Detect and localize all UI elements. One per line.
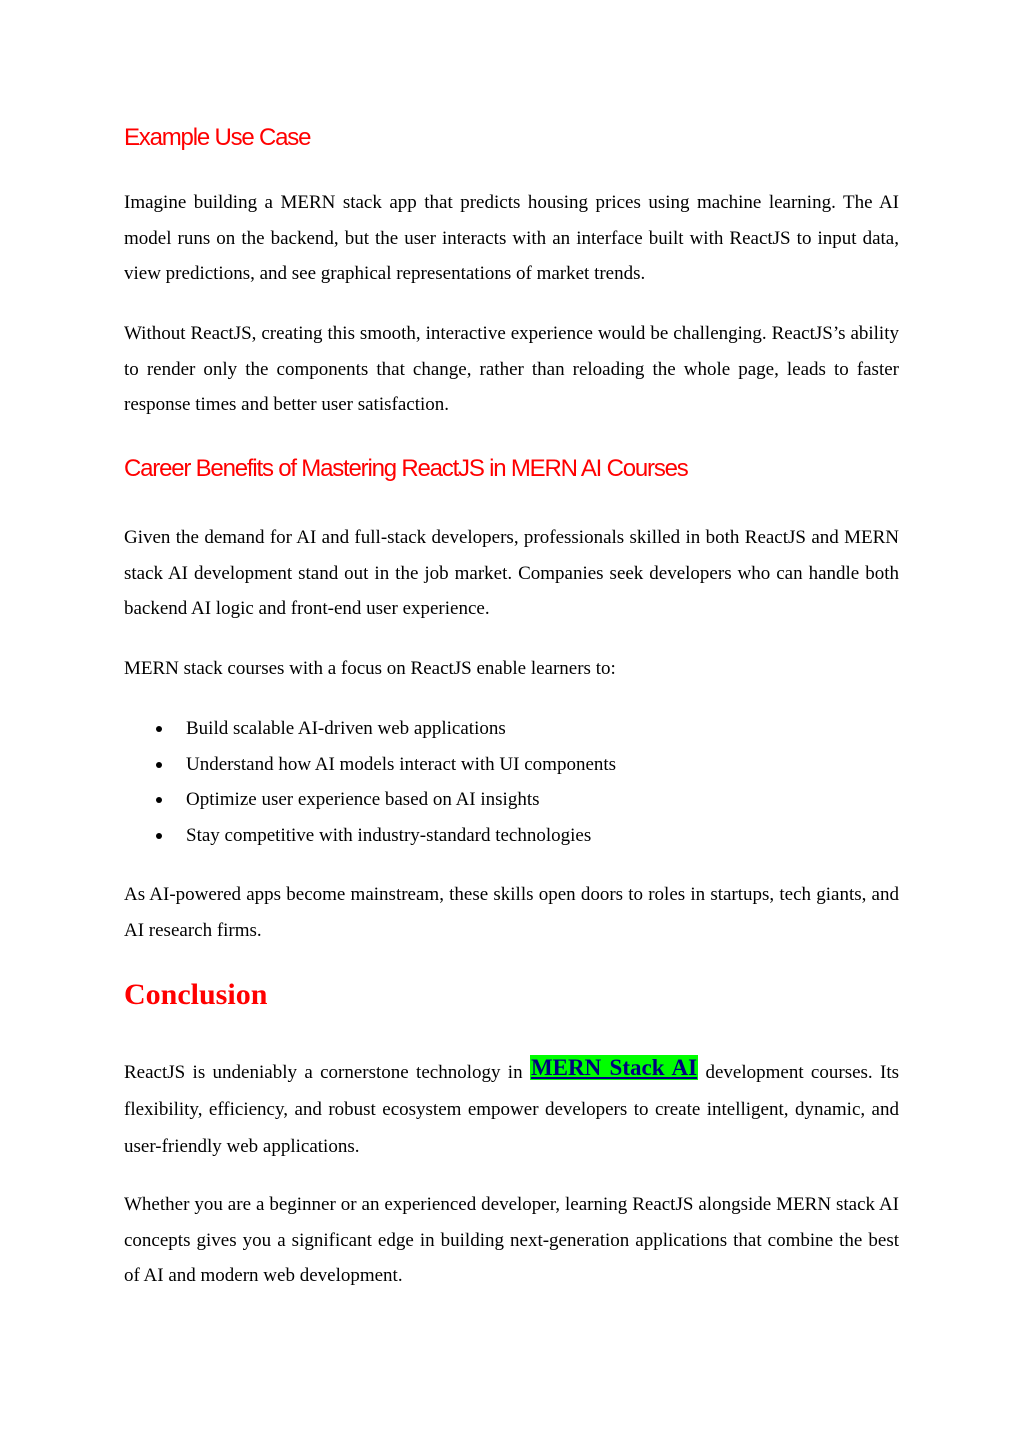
- heading-example-use-case: Example Use Case: [124, 124, 311, 151]
- paragraph-career-1: Given the demand for AI and full-stack developers, professionals skilled in both ReactJS and MERN stack AI development stand out in the job market. Companies seek developers who can handle both backend AI logic and front-end user experience.: [124, 527, 899, 619]
- paragraph-example-1: Imagine building a MERN stack app that predicts housing prices using machine learning. The AI model runs on the backend, but the user interacts with an interface built with ReactJS to input data, view predictions, and see graphical representations of market trends.: [124, 192, 899, 284]
- mern-stack-ai-link[interactable]: MERN Stack AI: [530, 1055, 698, 1080]
- bullet-icon: [156, 797, 162, 803]
- list-item: Understand how AI models interact with UI components: [124, 747, 899, 783]
- bullet-icon: [156, 833, 162, 839]
- list-item: Build scalable AI-driven web applications: [124, 711, 899, 747]
- list-item: Optimize user experience based on AI insights: [124, 782, 899, 818]
- bullet-icon: [156, 726, 162, 732]
- bullet-icon: [156, 762, 162, 768]
- benefits-list: [124, 711, 899, 853]
- paragraph-career-2: MERN stack courses with a focus on ReactJS enable learners to:: [124, 658, 616, 679]
- paragraph-example-2: Without ReactJS, creating this smooth, interactive experience would be challenging. ReactJS’s ability to render only the components that change, rather than reloading the whole page, leads to faster response times and better user satisfaction.: [124, 323, 899, 415]
- heading-conclusion: Conclusion: [124, 978, 268, 1011]
- paragraph-conclusion-1: ReactJS is undeniably a cornerstone technology in MERN Stack AI development courses. Its flexibility, efficiency, and robust ecosystem empower developers to create intelligent, dynamic, and user-friendly web applications.: [124, 1055, 899, 1157]
- heading-career-benefits: Career Benefits of Mastering ReactJS in MERN AI Courses: [124, 455, 688, 482]
- paragraph-career-closing: As AI-powered apps become mainstream, these skills open doors to roles in startups, tech giants, and AI research firms.: [124, 884, 899, 941]
- paragraph-conclusion-2: Whether you are a beginner or an experienced developer, learning ReactJS alongside MERN stack AI concepts gives you a significant edge in building next-generation applications that combine the best of AI and modern web development.: [124, 1194, 899, 1286]
- list-item: Stay competitive with industry-standard technologies: [124, 818, 899, 854]
